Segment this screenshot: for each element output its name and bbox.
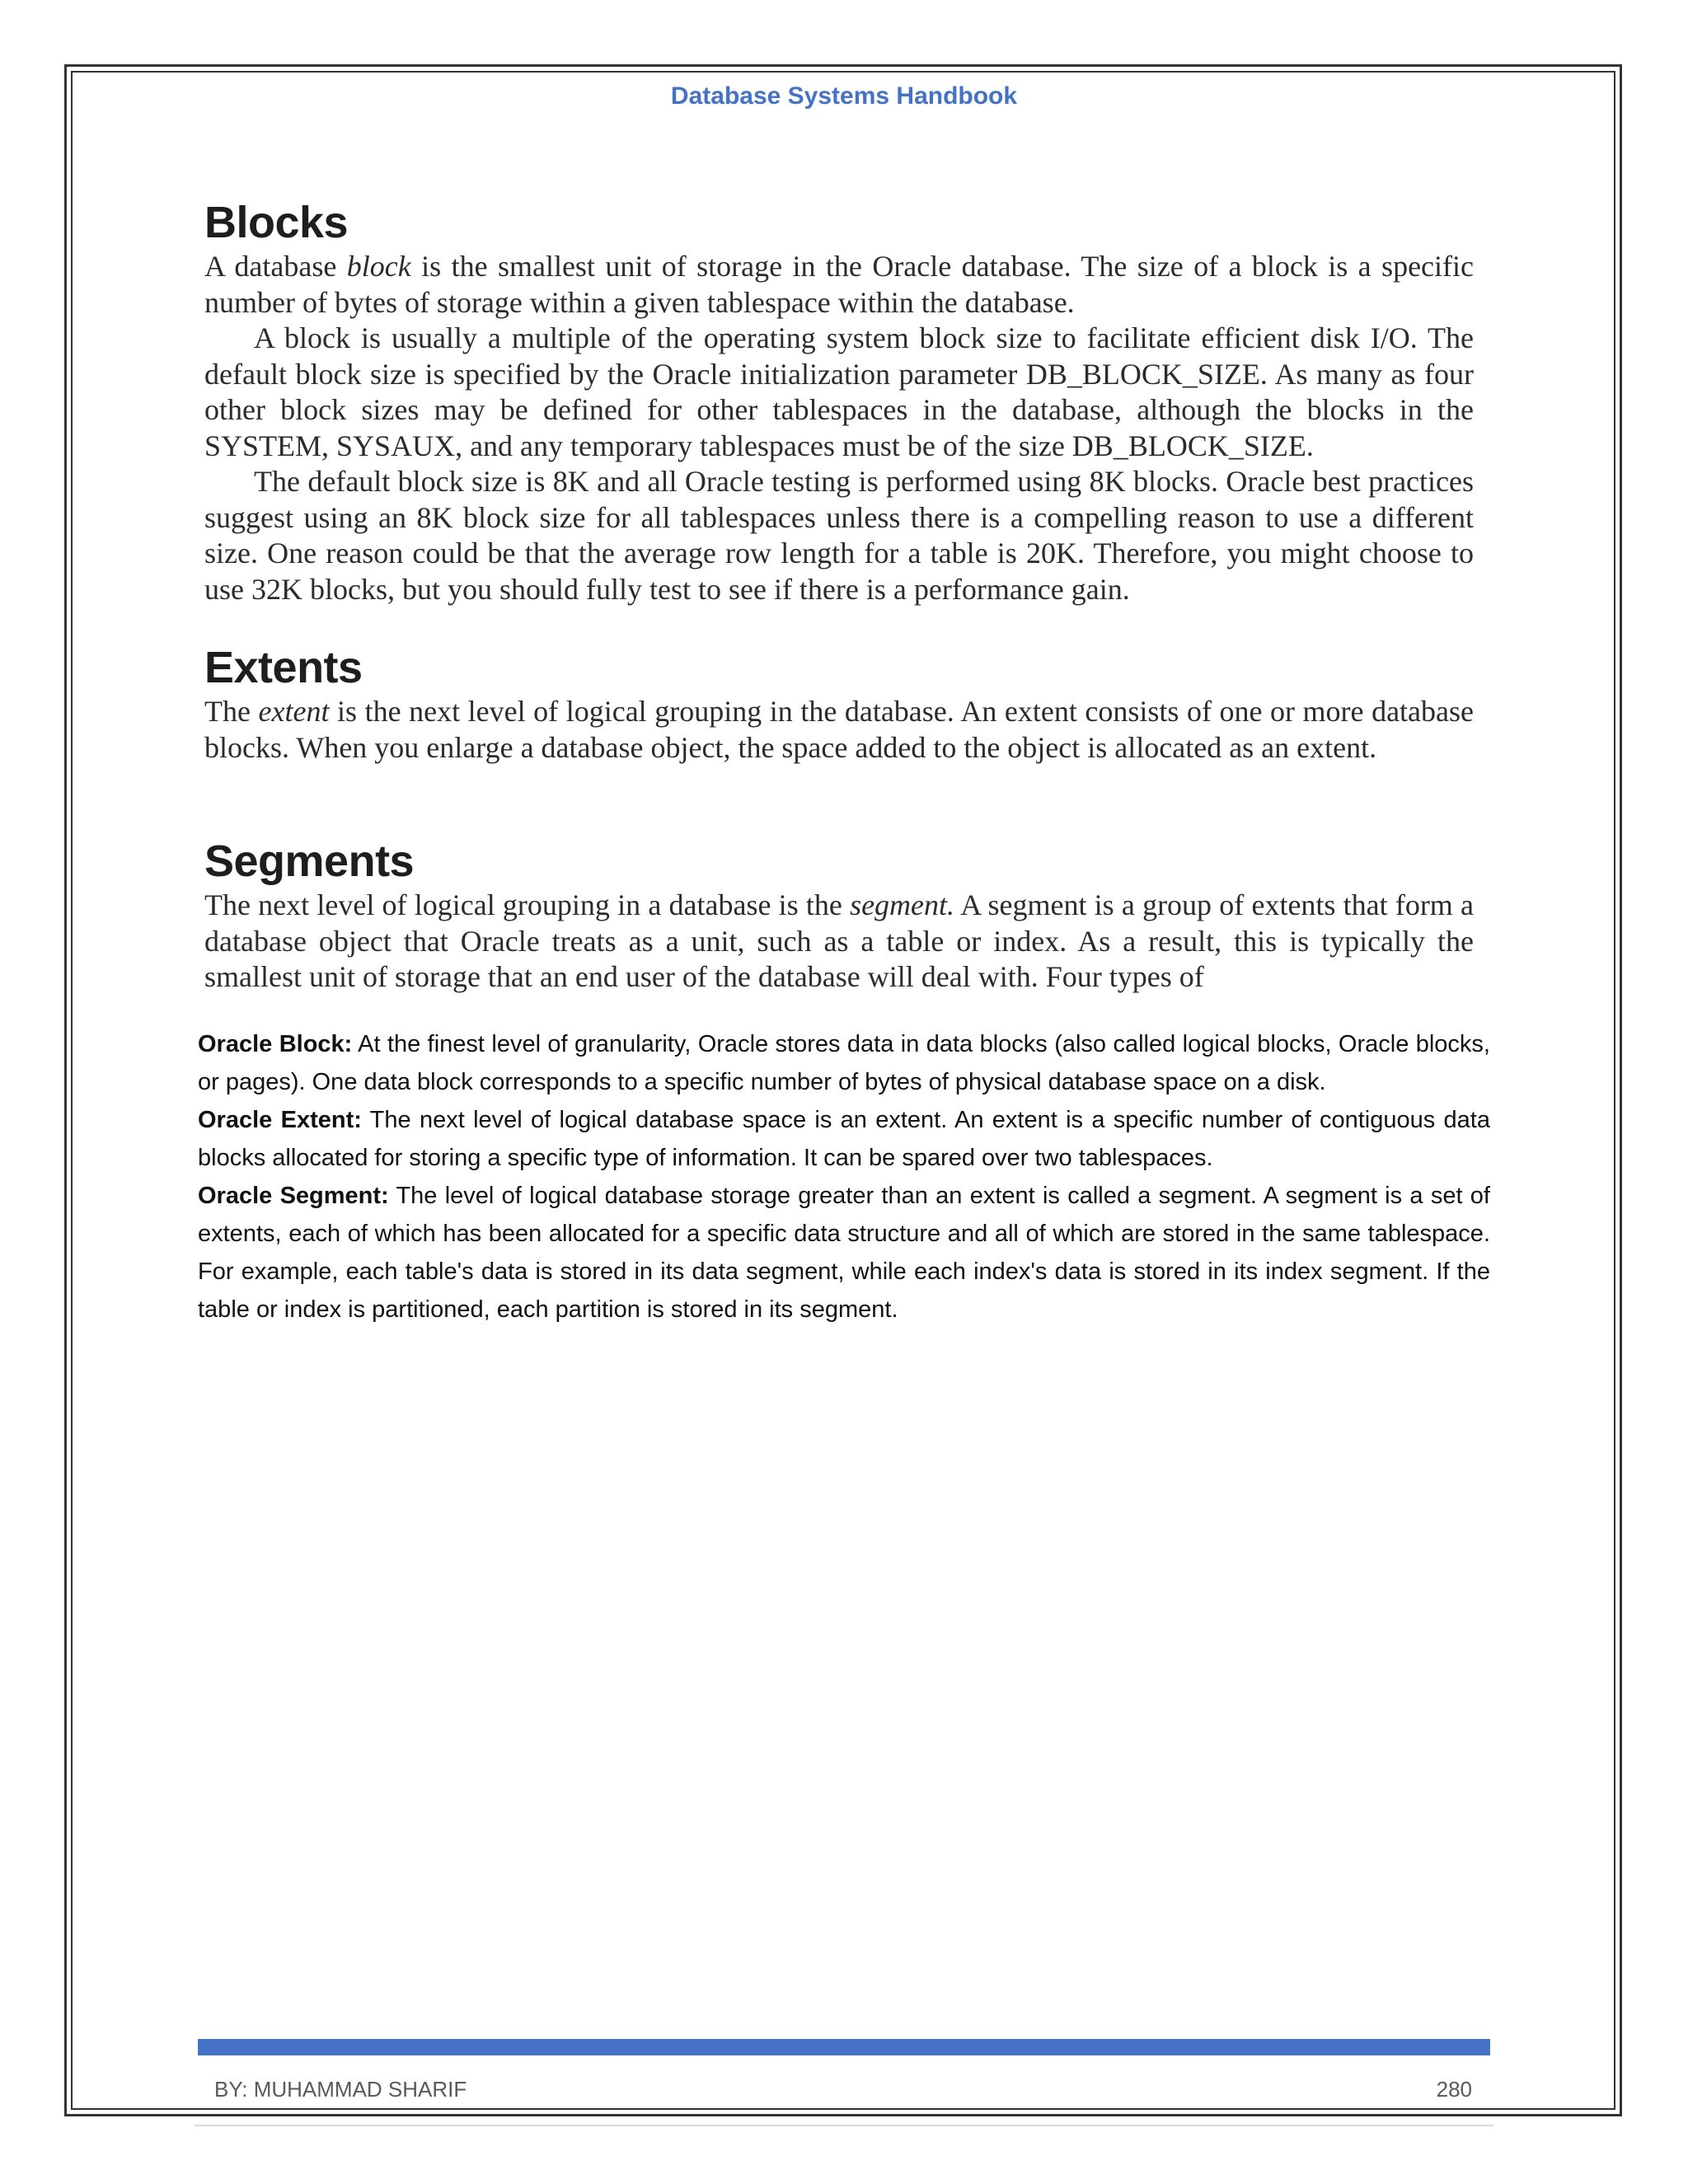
notes-block — [198, 1025, 1490, 1329]
section-heading: Segments — [204, 837, 415, 886]
section-paragraph: A block is usually a multiple of the operating system block size to facilitate efficient disk I/O. The default block size is specified by the Oracle initialization parameter DB_BLOCK_SIZE. As many as four other block sizes may be defined for other tablespaces in the database, although the blocks in the SYSTEM, SYSAUX, and any temporary tablespaces must be of the size DB_BLOCK_SIZE. — [204, 321, 1474, 462]
footer-accent-bar — [198, 2039, 1490, 2055]
section-extents — [204, 641, 1474, 766]
footer-author: BY: MUHAMMAD SHARIF — [214, 2077, 467, 2102]
section-paragraph: The next level of logical grouping in a database is the segment. A segment is a group of extents that form a database object that Oracle treats as a unit, such as a table or index. As a result, this is typically the smallest unit of storage that an end user of the database will deal with. Four types of — [204, 888, 1475, 993]
header-title: Database Systems Handbook — [670, 82, 1018, 110]
section-blocks — [204, 196, 1474, 607]
note-oracle-block: Oracle Block: At the finest level of granularity, Oracle stores data in data blocks (also called logical blocks, Oracle blocks, or pages). One data block corresponds to a specific number of bytes of physical database space on a disk. — [198, 1031, 1490, 1095]
section-paragraph: The extent is the next level of logical grouping in the database. An extent consists of one or more database blocks. When you enlarge a database object, the space added to the object is allocated as an extent. — [204, 695, 1475, 764]
note-oracle-extent: Oracle Extent: The next level of logical database space is an extent. An extent is a specific number of contiguous data blocks allocated for storing a specific type of information. It can be spared over two tablespaces. — [198, 1107, 1490, 1171]
section-segments — [204, 835, 1474, 996]
section-paragraph: A database block is the smallest unit of storage in the Oracle database. The size of a block is a specific number of bytes of storage within a given tablespace within the database. — [204, 250, 1475, 319]
page-number: 280 — [1436, 2077, 1472, 2102]
section-heading: Blocks — [204, 198, 349, 247]
section-heading: Extents — [204, 643, 363, 692]
bottom-rule — [195, 2125, 1493, 2126]
section-paragraph: The default block size is 8K and all Oracle testing is performed using 8K blocks. Oracle best practices suggest using an 8K block size for all tablespaces unless there is a compelling reason to use a different size. One reason could be that the average row length for a table is 20K. Therefore, you might choose to use 32K blocks, but you should fully test to see if there is a performance gain. — [204, 465, 1474, 606]
note-oracle-segment: Oracle Segment: The level of logical database storage greater than an extent is called a segment. A segment is a set of extents, each of which has been allocated for a specific data structure and all of which are stored in the same tablespace. For example, each table's data is stored in its data segment, while each index's data is stored in its index segment. If the table or index is partitioned, each partition is stored in its segment. — [198, 1183, 1490, 1323]
